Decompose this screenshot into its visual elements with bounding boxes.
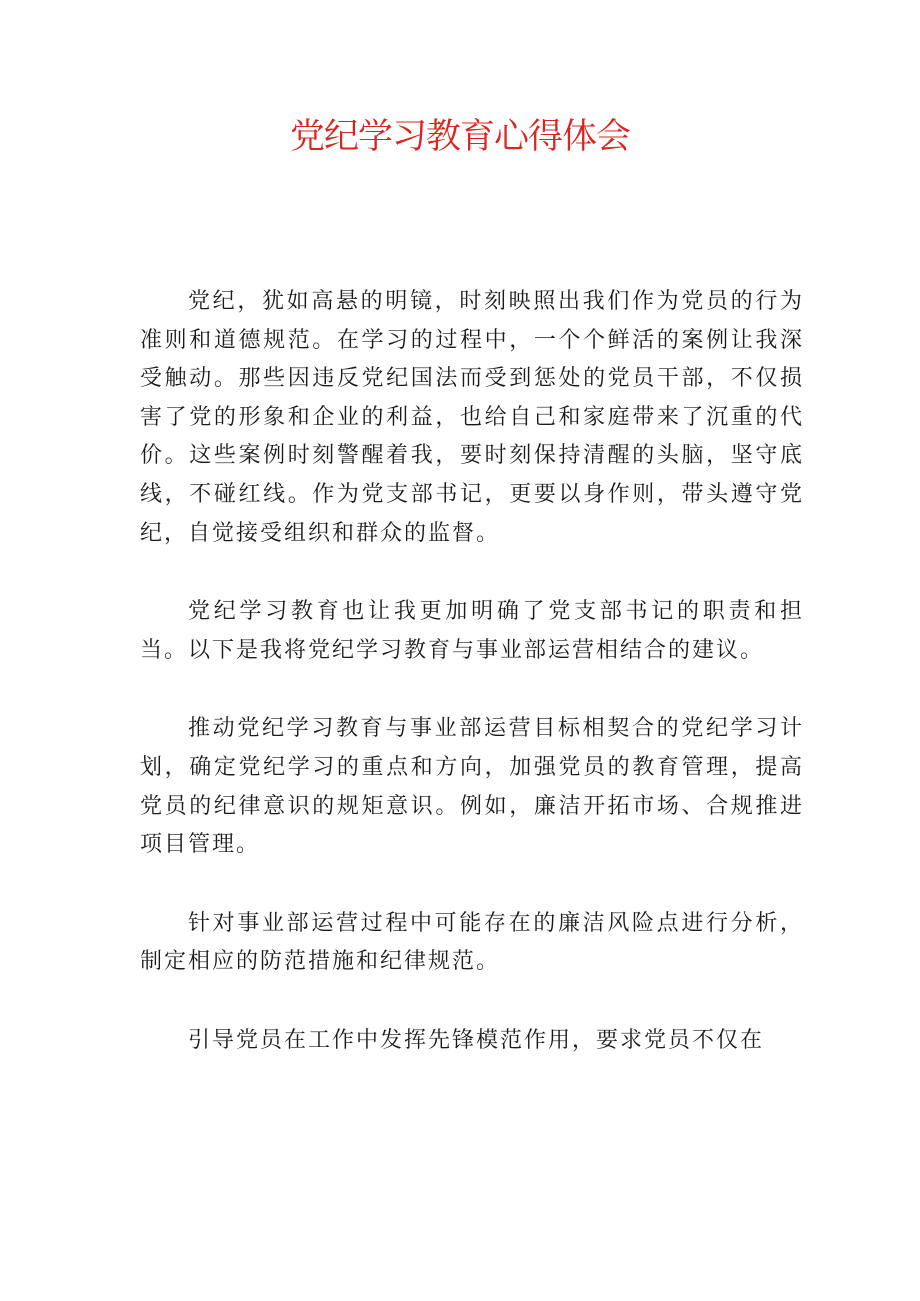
paragraph-1: 党纪，犹如高悬的明镜，时刻映照出我们作为党员的行为准则和道德规范。在学习的过程中，一个个鲜活的案例让我深受触动。那些因违反党纪国法而受到惩处的党员干部，不仅损害了党的形象和企业的利益，也给自己和家庭带来了沉重的代价。这些案例时刻警醒着我，要时刻保持清醒的头脑，坚守底线，不碰红线。作为党支部书记，更要以身作则，带头遵守党纪，自觉接受组织和群众的监督。 xyxy=(140,289,804,546)
paragraph-3: 推动党纪学习教育与事业部运营目标相契合的党纪学习计划，确定党纪学习的重点和方向，加强党员的教育管理，提高党员的纪律意识的规矩意识。例如，廉洁开拓市场、合规推进项目管理。 xyxy=(140,716,804,858)
paragraph-4: 针对事业部运营过程中可能存在的廉洁风险点进行分析，制定相应的防范措施和纪律规范。 xyxy=(140,910,804,975)
paragraph-5: 引导党员在工作中发挥先锋模范作用，要求党员不仅在 xyxy=(188,1027,765,1053)
paragraph-2: 党纪学习教育也让我更加明确了党支部书记的职责和担当。以下是我将党纪学习教育与事业部运营相结合的建议。 xyxy=(140,599,804,663)
document-title: 党纪学习教育心得体会 xyxy=(289,117,630,157)
document-body xyxy=(140,283,804,1101)
